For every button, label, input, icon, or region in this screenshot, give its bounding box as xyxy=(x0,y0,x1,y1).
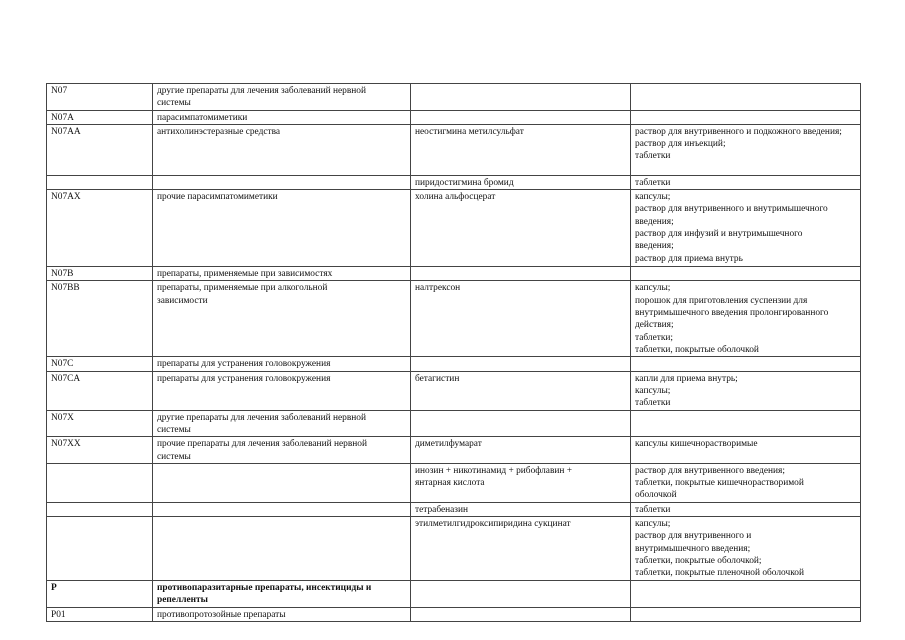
group-name-cell: противопротозойные препараты xyxy=(153,607,411,621)
atc-code-cell: N07BB xyxy=(47,281,153,357)
group-name-text: прочие препараты для лечения заболеваний нервной системы xyxy=(157,439,367,462)
atc-code-cell: N07B xyxy=(47,267,153,281)
dosage-form-part: таблетки xyxy=(635,151,671,162)
dosage-form-part: раствор для внутривенного и внутримышечного введения; xyxy=(635,531,752,554)
dosage-form-part: порошок для приготовления суспензии для внутримышечного введения пролонгированного действия; xyxy=(635,295,829,331)
substance-cell: налтрексон xyxy=(411,281,631,357)
group-name-cell xyxy=(153,502,411,516)
atc-code-cell: N07X xyxy=(47,410,153,437)
dosage-form-part: таблетки, покрытые пленочной оболочкой xyxy=(635,568,804,579)
substance-cell: бетагистин xyxy=(411,371,631,410)
dosage-form-cell xyxy=(631,607,861,621)
atc-code-cell xyxy=(47,175,153,189)
group-name-cell xyxy=(153,517,411,581)
table-row xyxy=(47,175,861,189)
dosage-form-part: таблетки xyxy=(635,177,671,188)
atc-code-cell xyxy=(47,463,153,502)
dosage-form-part: таблетки, покрытые оболочкой; xyxy=(635,555,762,566)
dosage-form-part: таблетки xyxy=(635,504,671,515)
atc-code-cell: P01 xyxy=(47,607,153,621)
table-row xyxy=(47,190,861,267)
table-row xyxy=(47,110,861,124)
atc-code-cell: N07CA xyxy=(47,371,153,410)
document-page xyxy=(46,83,860,622)
dosage-form-part: раствор для инъекций; xyxy=(635,139,726,150)
atc-code-cell: N07C xyxy=(47,357,153,371)
dosage-form-part: таблетки, покрытые кишечнорастворимой оболочкой xyxy=(635,478,804,501)
table-row xyxy=(47,84,861,111)
substance-cell xyxy=(411,357,631,371)
dosage-form-part: таблетки, покрытые оболочкой xyxy=(635,344,759,355)
dosage-form-cell xyxy=(631,281,861,357)
table-row xyxy=(47,410,861,437)
dosage-form-part: капли для приема внутрь; xyxy=(635,373,738,384)
group-name-cell: антихолинэстеразные средства xyxy=(153,124,411,175)
dosage-form-part: капсулы; xyxy=(635,519,671,530)
group-name-text: другие препараты для лечения заболеваний нервной системы xyxy=(157,86,366,109)
table-row xyxy=(47,502,861,516)
table-row xyxy=(47,437,861,464)
atc-code-cell: N07XX xyxy=(47,437,153,464)
group-name-cell xyxy=(153,437,411,464)
dosage-form-cell xyxy=(631,502,861,516)
substance-cell: холина альфосцерат xyxy=(411,190,631,267)
atc-code-cell: P xyxy=(47,581,153,608)
group-name-cell: прочие парасимпатомиметики xyxy=(153,190,411,267)
dosage-form-part: раствор для внутривенного и подкожного введения; xyxy=(635,126,842,137)
dosage-form-cell xyxy=(631,581,861,608)
dosage-form-cell xyxy=(631,84,861,111)
table-row xyxy=(47,357,861,371)
dosage-form-cell xyxy=(631,437,861,464)
group-name-cell xyxy=(153,410,411,437)
table-row xyxy=(47,281,861,357)
substance-cell xyxy=(411,110,631,124)
atc-code-cell: N07 xyxy=(47,84,153,111)
table-row xyxy=(47,463,861,502)
atc-code-cell: N07AX xyxy=(47,190,153,267)
dosage-form-cell xyxy=(631,463,861,502)
table-row xyxy=(47,517,861,581)
substance-cell: этилметилгидроксипиридина сукцинат xyxy=(411,517,631,581)
dosage-form-part: таблетки; xyxy=(635,332,674,343)
group-name-text: противопаразитарные препараты, инсектициды и репелленты xyxy=(157,583,372,606)
group-name-cell: препараты, применяемые при зависимостях xyxy=(153,267,411,281)
substance-cell: неостигмина метилсульфат xyxy=(411,124,631,175)
dosage-form-cell xyxy=(631,110,861,124)
group-name-cell xyxy=(153,581,411,608)
dosage-form-part: раствор для внутривенного и внутримышечного введения; xyxy=(635,204,828,227)
substance-cell xyxy=(411,607,631,621)
dosage-form-cell xyxy=(631,357,861,371)
group-name-cell: препараты для устранения головокружения xyxy=(153,371,411,410)
table-row xyxy=(47,267,861,281)
substance-text: инозин + никотинамид + рибофлавин + янтарная кислота xyxy=(415,465,573,489)
dosage-form-part: раствор для внутривенного введения; xyxy=(635,465,785,476)
group-name-cell xyxy=(153,175,411,189)
dosage-form-cell xyxy=(631,124,861,175)
substance-cell xyxy=(411,410,631,437)
group-name-text: препараты, применяемые при алкогольной зависимости xyxy=(157,283,328,306)
group-name-text: другие препараты для лечения заболеваний нервной системы xyxy=(157,412,366,435)
group-name-cell: парасимпатомиметики xyxy=(153,110,411,124)
table-row xyxy=(47,581,861,608)
dosage-form-part: раствор для приема внутрь xyxy=(635,253,743,264)
substance-cell xyxy=(411,267,631,281)
dosage-form-cell xyxy=(631,175,861,189)
dosage-form-cell xyxy=(631,410,861,437)
substance-cell: пиридостигмина бромид xyxy=(411,175,631,189)
substance-cell xyxy=(411,463,631,502)
dosage-form-cell xyxy=(631,190,861,267)
substance-cell xyxy=(411,84,631,111)
substance-cell: тетрабеназин xyxy=(411,502,631,516)
drug-list-table xyxy=(46,83,861,622)
atc-code-cell: N07AA xyxy=(47,124,153,175)
dosage-form-part: раствор для инфузий и внутримышечного введения; xyxy=(635,229,803,252)
dosage-form-part: капсулы кишечнорастворимые xyxy=(635,439,758,450)
atc-code-cell xyxy=(47,517,153,581)
dosage-form-cell xyxy=(631,267,861,281)
dosage-form-part: капсулы; xyxy=(635,192,671,203)
dosage-form-part: капсулы; xyxy=(635,386,671,397)
table-row xyxy=(47,124,861,175)
group-name-cell: препараты для устранения головокружения xyxy=(153,357,411,371)
substance-cell xyxy=(411,581,631,608)
group-name-cell xyxy=(153,463,411,502)
table-row xyxy=(47,607,861,621)
dosage-form-cell xyxy=(631,517,861,581)
group-name-cell xyxy=(153,281,411,357)
table-row xyxy=(47,371,861,410)
dosage-form-cell xyxy=(631,371,861,410)
atc-code-cell: N07A xyxy=(47,110,153,124)
atc-code-cell xyxy=(47,502,153,516)
dosage-form-part: таблетки xyxy=(635,398,671,409)
substance-cell: диметилфумарат xyxy=(411,437,631,464)
group-name-cell xyxy=(153,84,411,111)
dosage-form-part: капсулы; xyxy=(635,283,671,294)
